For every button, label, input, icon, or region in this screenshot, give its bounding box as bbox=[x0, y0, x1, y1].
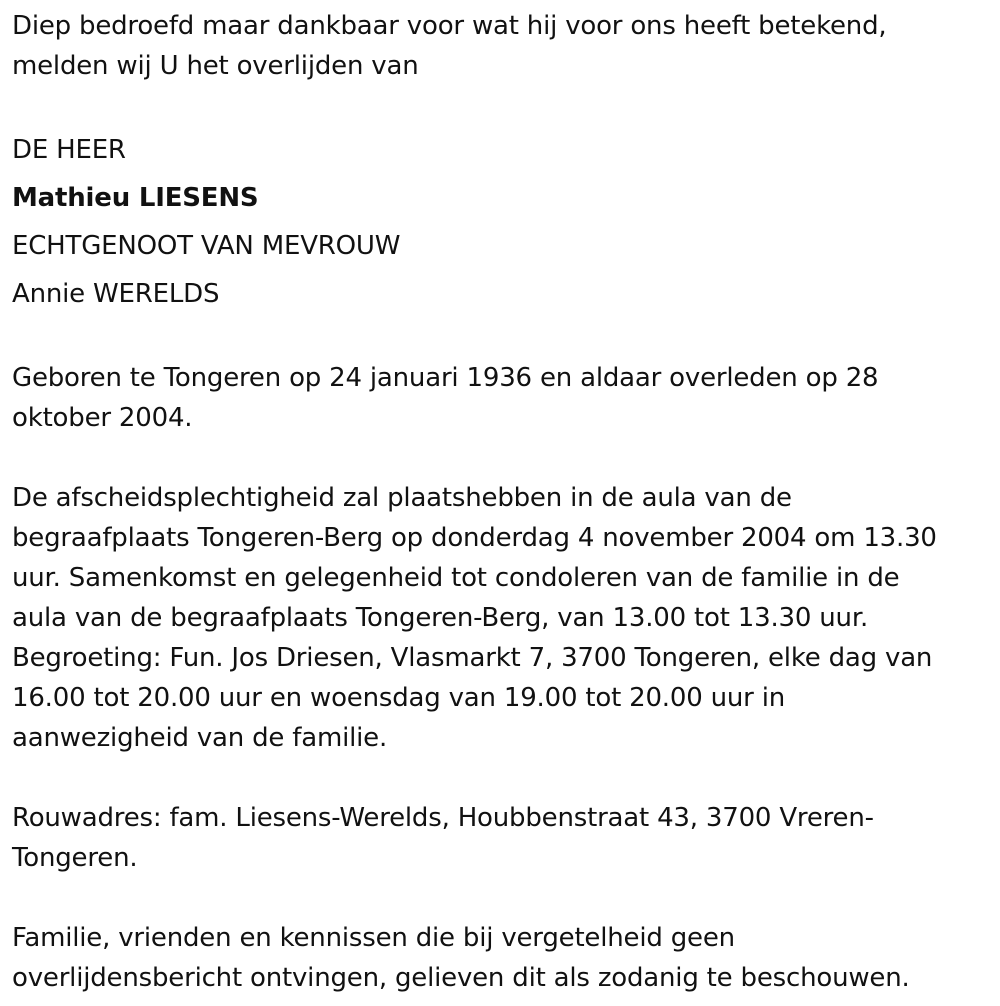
spacer bbox=[12, 318, 988, 358]
mourning-address-paragraph: Rouwadres: fam. Liesens-Werelds, Houbbenstraat 43, 3700 Vreren- Tongeren. bbox=[12, 803, 874, 873]
spouse-name: Annie WERELDS bbox=[12, 279, 220, 309]
birth-death-paragraph: Geboren te Tongeren op 24 januari 1936 en aldaar overleden op 28 oktober 2004. bbox=[12, 363, 879, 433]
intro-paragraph: Diep bedroefd maar dankbaar voor wat hij voor ons heeft betekend, melden wij U het overlijden van bbox=[12, 11, 887, 81]
deceased-name: Mathieu LIESENS bbox=[12, 183, 259, 213]
spacer bbox=[12, 86, 988, 126]
ceremony-paragraph: De afscheidsplechtigheid zal plaatshebben in de aula van de begraafplaats Tongeren-Berg op donderdag 4 november 2004 om 13.30 uur. Samenkomst en gelegenheid tot condoleren van de familie in de aula van de begraafplaats Tongeren-Berg, van 13.00 tot 13.30 uur. Begroeting: Fun. Jos Driesen, Vlasmarkt 7, 3700 Tongeren, elke dag van 16.00 tot 20.00 uur en woensdag van 19.00 tot 20.00 uur in aanwezigheid van de familie. bbox=[12, 483, 937, 753]
spacer bbox=[12, 878, 988, 918]
closing-paragraph: Familie, vrienden en kennissen die bij vergetelheid geen overlijdensbericht ontvingen, gelieven dit als zodanig te beschouwen. bbox=[12, 923, 910, 993]
spacer bbox=[12, 758, 988, 798]
deceased-relation: ECHTGENOOT VAN MEVROUW bbox=[12, 231, 401, 261]
spacer bbox=[12, 438, 988, 478]
deceased-title: DE HEER bbox=[12, 135, 126, 165]
